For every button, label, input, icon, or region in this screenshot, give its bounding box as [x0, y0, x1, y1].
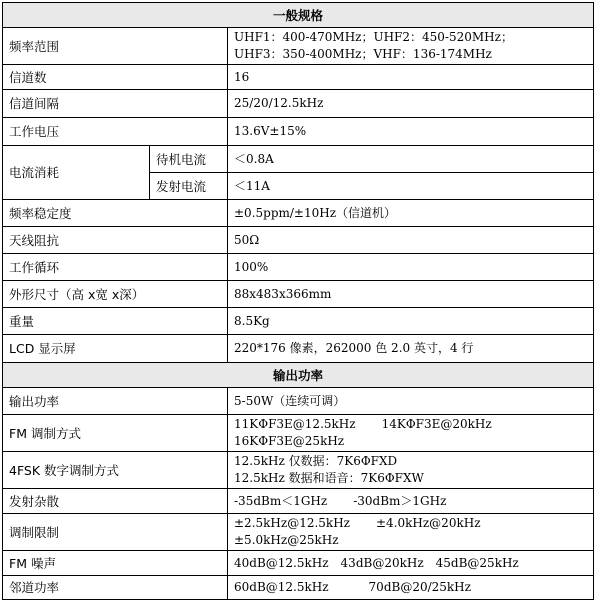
section-header-row [3, 3, 594, 28]
value-line: ±5.0kHz@25kHz [234, 533, 339, 547]
table-row [3, 254, 594, 281]
row-label: 发射杂散 [3, 489, 228, 514]
value-part: ±2.5kHz@12.5kHz [234, 516, 350, 530]
value-part: 43dB@20kHz [340, 555, 424, 570]
value-part: 14KΦF3E@20kHz [381, 417, 492, 431]
row-label: 输出功率 [3, 388, 228, 415]
table-row [3, 146, 594, 173]
value-line: 12.5kHz 数据和语音：7K6ΦFXW [234, 471, 424, 485]
table-row [3, 489, 594, 514]
table-row [3, 308, 594, 335]
table-row [3, 415, 594, 452]
row-value [228, 489, 594, 514]
table-row [3, 200, 594, 227]
row-value: 220*176 像素，262000 色 2.0 英寸，4 行 [228, 335, 594, 363]
value-line: 16KΦF3E@25kHz [234, 434, 345, 448]
row-label: 频率稳定度 [3, 200, 228, 227]
row-value: 16 [228, 65, 594, 90]
value-part: 60dB@12.5kHz [234, 580, 329, 594]
table-row [3, 388, 594, 415]
table-row [3, 551, 594, 576]
row-value: 13.6V±15% [228, 118, 594, 146]
table-row [3, 452, 594, 489]
row-value [228, 576, 594, 600]
row-value: ±0.5ppm/±10Hz（信道机） [228, 200, 594, 227]
value-line: 12.5kHz 仅数据：7K6ΦFXD [234, 454, 398, 468]
value-line [234, 515, 587, 532]
row-label: 信道间隔 [3, 90, 228, 118]
row-value [228, 28, 594, 65]
value-part: 11KΦF3E@12.5kHz [234, 417, 356, 431]
row-value: ＜11A [228, 173, 594, 200]
row-value: 5-50W（连续可调） [228, 388, 594, 415]
row-label: 调制限制 [3, 514, 228, 551]
spec-table [2, 2, 594, 600]
table-row [3, 576, 594, 600]
value-line [234, 416, 587, 433]
row-value: 50Ω [228, 227, 594, 254]
row-value: 8.5Kg [228, 308, 594, 335]
section-title-general: 一般规格 [3, 3, 594, 28]
table-row [3, 28, 594, 65]
value-part: 45dB@25kHz [435, 555, 519, 570]
table-row [3, 65, 594, 90]
table-row [3, 514, 594, 551]
row-value: 100% [228, 254, 594, 281]
table-row [3, 90, 594, 118]
row-label: 工作循环 [3, 254, 228, 281]
section-header-row [3, 363, 594, 388]
table-row [3, 335, 594, 363]
section-title-output: 输出功率 [3, 363, 594, 388]
row-value: 88x483x366mm [228, 281, 594, 308]
row-label: 4FSK 数字调制方式 [3, 452, 228, 489]
sub-label: 待机电流 [150, 146, 228, 173]
table-row [3, 281, 594, 308]
row-value [228, 551, 594, 576]
row-label: 邻道功率 [3, 576, 228, 600]
row-value [228, 452, 594, 489]
value-part: 40dB@12.5kHz [234, 555, 329, 570]
table-row [3, 118, 594, 146]
row-value: 25/20/12.5kHz [228, 90, 594, 118]
value-part: ±4.0kHz@20kHz [375, 516, 481, 530]
value-part: -30dBm＞1GHz [353, 493, 447, 508]
row-label: 外形尺寸（高 x宽 x深） [3, 281, 228, 308]
row-label: 天线阻抗 [3, 227, 228, 254]
row-label: 频率范围 [3, 28, 228, 65]
value-line: UHF3：350-400MHz；VHF：136-174MHz [234, 47, 492, 61]
value-part: 70dB@20/25kHz [368, 580, 471, 594]
value-part: -35dBm＜1GHz [234, 493, 328, 508]
row-label: FM 噪声 [3, 551, 228, 576]
row-label: 重量 [3, 308, 228, 335]
value-line: UHF1：400-470MHz；UHF2：450-520MHz； [234, 30, 513, 44]
sub-label: 发射电流 [150, 173, 228, 200]
row-label: 电流消耗 [3, 146, 150, 200]
row-label: FM 调制方式 [3, 415, 228, 452]
row-value [228, 514, 594, 551]
table-row [3, 227, 594, 254]
row-value: ＜0.8A [228, 146, 594, 173]
row-label: 信道数 [3, 65, 228, 90]
row-label: LCD 显示屏 [3, 335, 228, 363]
row-label: 工作电压 [3, 118, 228, 146]
row-value [228, 415, 594, 452]
